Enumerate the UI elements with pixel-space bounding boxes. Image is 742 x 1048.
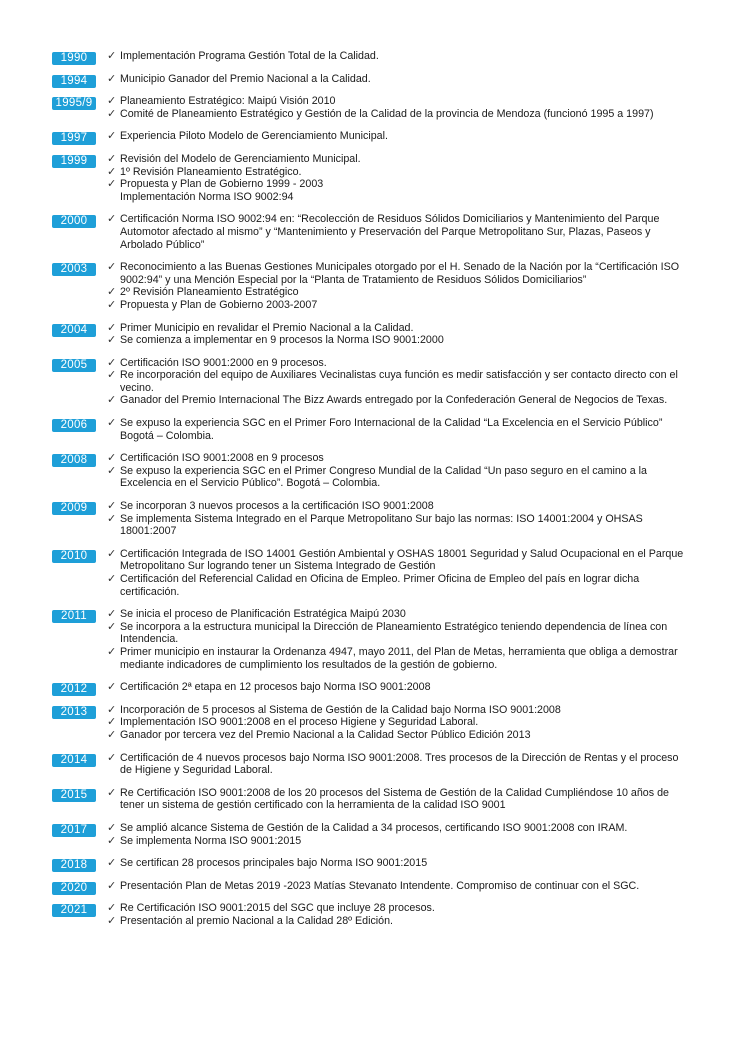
- timeline-entry: [52, 902, 692, 927]
- item-text: Re incorporación del equipo de Auxiliares Vecinalistas cuya función es medir satisfacción y ser contacto directo con el vecino.: [120, 369, 678, 394]
- timeline-item: [107, 513, 692, 538]
- item-text: Comité de Planeamiento Estratégico y Gestión de la Calidad de la provincia de Mendoza (funcionó 1995 a 1997): [120, 107, 654, 120]
- timeline-entry: [52, 417, 692, 442]
- timeline-item: [107, 465, 692, 490]
- timeline-entry: [52, 213, 692, 251]
- item-text: Experiencia Piloto Modelo de Gerenciamiento Municipal.: [120, 130, 388, 143]
- timeline-item: [107, 729, 692, 742]
- timeline-item: [107, 322, 692, 335]
- year-badge: 2009: [52, 502, 96, 515]
- timeline-item: [107, 130, 692, 143]
- checkmark-icon: ✓: [107, 177, 117, 191]
- year-badge: 2015: [52, 789, 96, 802]
- checkmark-icon: ✓: [107, 151, 117, 165]
- year-badge: 2013: [52, 706, 96, 719]
- item-text: Planeamiento Estratégico: Maipú Visión 2010: [120, 95, 336, 108]
- timeline-entry: [52, 787, 692, 812]
- checkmark-icon: ✓: [107, 913, 117, 927]
- checkmark-icon: ✓: [107, 320, 117, 334]
- timeline-item: [107, 787, 692, 812]
- item-text: Propuesta y Plan de Gobierno 2003-2007: [120, 298, 318, 311]
- year-badge: 2012: [52, 683, 96, 696]
- year-badge: 1997: [52, 132, 96, 145]
- year-badge: 2008: [52, 454, 96, 467]
- checkmark-icon: ✓: [107, 619, 117, 633]
- timeline-item: [107, 166, 692, 179]
- item-text: Se implementa Norma ISO 9001:2015: [120, 834, 302, 847]
- timeline-entry: [52, 153, 692, 203]
- item-text: Certificación del Referencial Calidad en Oficina de Empleo. Primer Oficina de Empleo del país en lograr dicha certificación.: [120, 573, 640, 598]
- checkmark-icon: ✓: [107, 546, 117, 560]
- timeline-entry: [52, 95, 692, 120]
- timeline-item: [107, 261, 692, 286]
- timeline-item: [107, 646, 692, 671]
- item-text: Re Certificación ISO 9001:2015 del SGC que incluye 28 procesos.: [120, 902, 435, 915]
- timeline-item: [107, 822, 692, 835]
- checkmark-icon: ✓: [107, 94, 117, 108]
- timeline-entry: [52, 500, 692, 538]
- item-text: Certificación ISO 9001:2000 en 9 procesos.: [120, 356, 327, 369]
- timeline-item: [107, 286, 692, 299]
- item-text: Ganador por tercera vez del Premio Nacional a la Calidad Sector Público Edición 2013: [120, 728, 531, 741]
- item-text: Presentación Plan de Metas 2019 -2023 Matías Stevanato Intendente. Compromiso de continuar con el SGC.: [120, 879, 640, 892]
- item-text: Se inicia el proceso de Planificación Estratégica Maipú 2030: [120, 608, 406, 621]
- year-badge: 2017: [52, 824, 96, 837]
- checkmark-icon: ✓: [107, 355, 117, 369]
- timeline-item: [107, 73, 692, 86]
- checkmark-icon: ✓: [107, 607, 117, 621]
- timeline-entry: [52, 880, 692, 893]
- item-text: Presentación al premio Nacional a la Calidad 28º Edición.: [120, 914, 394, 927]
- timeline-item: [107, 902, 692, 915]
- checkmark-icon: ✓: [107, 463, 117, 477]
- timeline-item: [107, 95, 692, 108]
- item-text: Se expuso la experiencia SGC en el Primer Foro Internacional de la Calidad “La Excelencia en el Servicio Público” Bogotá – Colombia.: [120, 417, 663, 442]
- checkmark-icon: ✓: [107, 212, 117, 226]
- checkmark-icon: ✓: [107, 164, 117, 178]
- timeline-item: [107, 621, 692, 646]
- checkmark-icon: ✓: [107, 451, 117, 465]
- timeline-entry: [52, 322, 692, 347]
- timeline-item: [107, 500, 692, 513]
- timeline-item: [107, 752, 692, 777]
- timeline-item: [107, 50, 692, 63]
- item-text: Certificación 2ª etapa en 12 procesos bajo Norma ISO 9001:2008: [120, 681, 431, 694]
- timeline-item: [107, 299, 692, 312]
- timeline-item: [107, 369, 692, 394]
- checkmark-icon: ✓: [107, 393, 117, 407]
- checkmark-icon: ✓: [107, 901, 117, 915]
- item-text: Se comienza a implementar en 9 procesos la Norma ISO 9001:2000: [120, 334, 444, 347]
- checkmark-icon: ✓: [107, 297, 117, 311]
- checkmark-icon: ✓: [107, 572, 117, 585]
- checkmark-icon: ✓: [107, 71, 117, 85]
- checkmark-icon: ✓: [107, 680, 117, 694]
- timeline-item: [107, 716, 692, 729]
- timeline-item: [107, 452, 692, 465]
- checkmark-icon: ✓: [107, 715, 117, 729]
- timeline-entry: [52, 857, 692, 870]
- year-badge: 2005: [52, 359, 96, 372]
- timeline-entry: [52, 452, 692, 490]
- checkmark-icon: ✓: [107, 785, 117, 799]
- timeline-item: [107, 394, 692, 407]
- year-badge: 1995/9: [52, 97, 96, 110]
- checkmark-icon: ✓: [107, 416, 117, 430]
- checkmark-icon: ✓: [107, 727, 117, 741]
- year-badge: 2014: [52, 754, 96, 767]
- item-text: Re Certificación ISO 9001:2008 de los 20 procesos del Sistema de Gestión de la Calidad Cumpliéndose 10 años de tener un sistema de gestión certificado con la herramienta de la calidad ISO 9001: [120, 786, 669, 812]
- timeline-entry: [52, 130, 692, 143]
- checkmark-icon: ✓: [107, 285, 117, 299]
- timeline-item: [107, 178, 692, 191]
- timeline-item: [107, 835, 692, 848]
- item-text: Se implementa Sistema Integrado en el Parque Metropolitano Sur bajo las normas: ISO 14001:2004 y OHSAS 18001:2007: [120, 512, 643, 538]
- checkmark-icon: ✓: [107, 106, 117, 120]
- item-text: Se certifican 28 procesos principales bajo Norma ISO 9001:2015: [120, 857, 428, 870]
- item-text: Primer municipio en instaurar la Ordenanza 4947, mayo 2011, del Plan de Metas, herramienta que obliga a demostrar mediante indicadores de cumplimiento los resultados de la gestión de gobierno.: [120, 645, 678, 671]
- checkmark-icon: ✓: [107, 511, 117, 525]
- timeline-entry: [52, 608, 692, 671]
- timeline-item: [107, 417, 692, 442]
- timeline-item: [107, 608, 692, 621]
- item-text: Implementación Programa Gestión Total de la Calidad.: [120, 50, 379, 62]
- item-text: Certificación Norma ISO 9002:94 en: “Recolección de Residuos Sólidos Domiciliarios y Mantenimiento del Parque Automotor afectado al mismo” y “Mantenimiento y Preservación del Parque Metropolitano Sur, Plazas, Paseos y Arbolado Público”: [120, 213, 660, 251]
- item-text: Se incorporan 3 nuevos procesos a la certificación ISO 9001:2008: [120, 500, 434, 513]
- checkmark-icon: ✓: [107, 856, 117, 870]
- timeline-entry: [52, 261, 692, 311]
- item-text: Se expuso la experiencia SGC en el Primer Congreso Mundial de la Calidad “Un paso seguro en el camino a la Excelencia en el Servicio Público”. Bogotá – Colombia.: [120, 464, 647, 490]
- year-badge: 1994: [52, 75, 96, 88]
- checkmark-icon: ✓: [107, 644, 117, 658]
- year-badge: 2003: [52, 263, 96, 276]
- timeline-entry: [52, 548, 692, 598]
- year-badge: 2021: [52, 904, 96, 917]
- checkmark-icon: ✓: [107, 260, 117, 274]
- timeline-entry: [52, 50, 692, 63]
- item-text: Revisión del Modelo de Gerenciamiento Municipal.: [120, 152, 361, 165]
- item-text: Incorporación de 5 procesos al Sistema de Gestión de la Calidad bajo Norma ISO 9001:2008: [120, 703, 561, 716]
- checkmark-icon: ✓: [107, 820, 117, 834]
- checkmark-icon: ✓: [107, 129, 117, 143]
- checkmark-icon: ✓: [107, 878, 117, 892]
- item-text: Implementación Norma ISO 9002:94: [120, 190, 294, 203]
- checkmark-icon: ✓: [107, 833, 117, 847]
- timeline-item: [107, 880, 692, 893]
- item-text: Certificación ISO 9001:2008 en 9 procesos: [120, 452, 324, 465]
- checkmark-icon: ✓: [107, 333, 117, 347]
- item-text: Implementación ISO 9001:2008 en el proceso Higiene y Seguridad Laboral.: [120, 716, 479, 729]
- timeline-item: [107, 704, 692, 717]
- year-badge: 1999: [52, 155, 96, 168]
- timeline-item: [107, 213, 692, 251]
- year-badge: 2010: [52, 550, 96, 563]
- timeline-item: [107, 548, 692, 573]
- timeline-item: [107, 573, 692, 598]
- year-badge: 2011: [52, 610, 96, 623]
- timeline-entry: [52, 752, 692, 777]
- year-badge: 2006: [52, 419, 96, 432]
- item-text: Certificación Integrada de ISO 14001 Gestión Ambiental y OSHAS 18001 Seguridad y Salud Ocupacional en el Parque Metropolitano Sur logrando tener un Sistema Integrado de Gestión: [120, 547, 684, 573]
- year-badge: 1990: [52, 52, 96, 65]
- checkmark-icon: ✓: [107, 49, 117, 62]
- item-text: Certificación de 4 nuevos procesos bajo Norma ISO 9001:2008. Tres procesos de la Dirección de Rentas y el proceso de Higiene y Seguridad Laboral.: [120, 751, 679, 777]
- timeline-entry: [52, 704, 692, 742]
- checkmark-icon: ✓: [107, 750, 117, 764]
- item-text: Ganador del Premio Internacional The Bizz Awards entregado por la Confederación General de Negocios de Texas.: [120, 394, 668, 407]
- timeline: [52, 50, 692, 927]
- year-badge: 2004: [52, 324, 96, 337]
- item-text: 1º Revisión Planeamiento Estratégico.: [120, 165, 302, 178]
- timeline-entry: [52, 73, 692, 86]
- timeline-entry: [52, 357, 692, 407]
- item-text: Reconocimiento a las Buenas Gestiones Municipales otorgado por el H. Senado de la Nación por la “Certificación ISO 9002:94” y una Mención Especial por la “Planta de Tratamiento de Residuos Sólidos Domiciliarios”: [120, 261, 680, 286]
- item-text: Se amplió alcance Sistema de Gestión de la Calidad a 34 procesos, certificando ISO 9001:2008 con IRAM.: [120, 821, 628, 834]
- item-text: 2º Revisión Planeamiento Estratégico: [120, 286, 299, 299]
- timeline-item: [107, 857, 692, 870]
- item-text: Propuesta y Plan de Gobierno 1999 - 2003: [120, 178, 324, 191]
- checkmark-icon: ✓: [107, 702, 117, 716]
- timeline-item: [107, 153, 692, 166]
- timeline-entry: [52, 822, 692, 847]
- item-text: Primer Municipio en revalidar el Premio Nacional a la Calidad.: [120, 321, 414, 334]
- year-badge: 2018: [52, 859, 96, 872]
- item-text: Se incorpora a la estructura municipal la Dirección de Planeamiento Estratégico teniendo dependencia de línea con Intendencia.: [120, 620, 668, 646]
- timeline-item: [107, 681, 692, 694]
- timeline-item: [107, 357, 692, 370]
- year-badge: 2000: [52, 215, 96, 228]
- timeline-entry: [52, 681, 692, 694]
- timeline-item: [107, 191, 692, 204]
- timeline-item: [107, 915, 692, 928]
- checkmark-icon: ✓: [107, 368, 117, 382]
- timeline-item: [107, 108, 692, 121]
- checkmark-icon: ✓: [107, 499, 117, 513]
- item-text: Municipio Ganador del Premio Nacional a la Calidad.: [120, 72, 371, 85]
- timeline-item: [107, 334, 692, 347]
- year-badge: 2020: [52, 882, 96, 895]
